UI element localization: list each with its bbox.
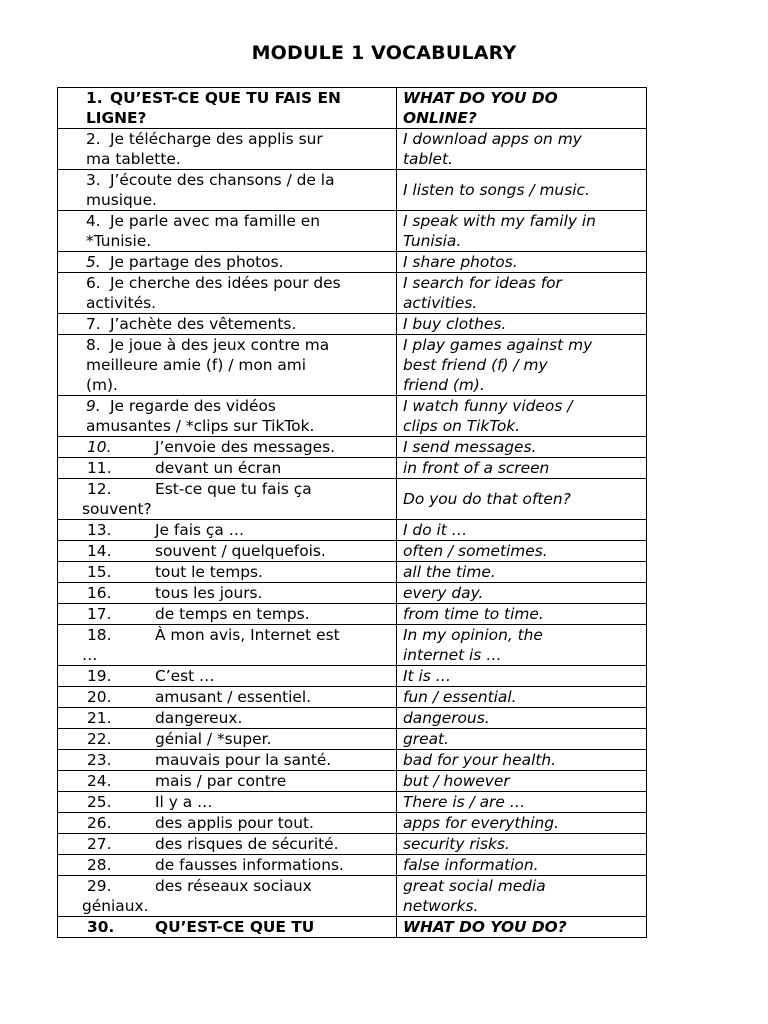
table-row [58, 666, 647, 687]
french-text [58, 604, 396, 624]
table-row [58, 479, 647, 520]
item-number: 30. [87, 918, 115, 936]
table-row [58, 458, 647, 479]
english-cell [397, 170, 647, 211]
english-line: from time to time. [403, 605, 544, 623]
french-cell [58, 252, 397, 273]
table-row [58, 520, 647, 541]
table-row [58, 562, 647, 583]
item-number: 14. [87, 542, 112, 560]
french-cell [58, 479, 397, 520]
french-line: amusant / essentiel. [155, 688, 312, 706]
table-row [58, 396, 647, 437]
item-number: 16. [87, 584, 112, 602]
table-row [58, 129, 647, 170]
english-line: I listen to songs / music. [403, 181, 590, 199]
item-number: 10. [87, 438, 112, 456]
french-cell [58, 604, 397, 625]
french-text [58, 479, 396, 519]
english-cell [397, 396, 647, 437]
item-number: 27. [87, 835, 112, 853]
table-row [58, 170, 647, 211]
french-cell [58, 687, 397, 708]
table-row [58, 792, 647, 813]
vocabulary-table [57, 87, 647, 938]
item-number: 22. [87, 730, 112, 748]
french-cell [58, 211, 397, 252]
english-line: in front of a screen [403, 459, 550, 477]
french-cell [58, 834, 397, 855]
table-row [58, 88, 647, 129]
english-line: every day. [403, 584, 484, 602]
english-line: great. [403, 730, 449, 748]
french-line: géniaux. [82, 897, 149, 915]
french-text [58, 666, 396, 686]
english-cell [397, 583, 647, 604]
french-cell [58, 437, 397, 458]
french-line: Je télécharge des applis sur [110, 130, 323, 148]
table-row [58, 604, 647, 625]
english-line: I do it … [403, 521, 468, 539]
french-cell [58, 335, 397, 396]
english-line: It is … [403, 667, 452, 685]
english-cell [397, 729, 647, 750]
french-line: Je partage des photos. [110, 253, 284, 271]
french-text [58, 314, 396, 334]
english-line: bad for your health. [403, 751, 557, 769]
french-line: des réseaux sociaux [155, 877, 312, 895]
english-cell [397, 666, 647, 687]
item-number: 8. [86, 336, 101, 354]
english-line: tablet. [403, 150, 453, 168]
english-cell [397, 876, 647, 917]
french-cell [58, 396, 397, 437]
table-row [58, 750, 647, 771]
french-text [58, 211, 396, 251]
item-number: 9. [86, 397, 101, 415]
english-line: all the time. [403, 563, 496, 581]
table-row [58, 708, 647, 729]
vocabulary-table-body [58, 88, 647, 938]
english-cell [397, 541, 647, 562]
english-cell [397, 314, 647, 335]
french-text [58, 687, 396, 707]
french-line: *Tunisie. [86, 232, 152, 250]
english-cell [397, 273, 647, 314]
french-line: Il y a … [155, 793, 213, 811]
item-number: 7. [86, 315, 101, 333]
french-line: À mon avis, Internet est [155, 626, 340, 644]
item-number: 29. [87, 877, 112, 895]
item-number: 21. [87, 709, 112, 727]
item-number: 11. [87, 459, 112, 477]
english-line: activities. [403, 294, 478, 312]
english-cell [397, 917, 647, 938]
item-number: 12. [87, 480, 112, 498]
french-cell [58, 314, 397, 335]
french-cell [58, 876, 397, 917]
french-line: tous les jours. [155, 584, 263, 602]
french-line: C’est … [155, 667, 215, 685]
french-line: des risques de sécurité. [155, 835, 339, 853]
french-line: J’écoute des chansons / de la [110, 171, 335, 189]
item-number: 5. [86, 253, 101, 271]
french-cell [58, 729, 397, 750]
english-cell [397, 771, 647, 792]
english-line: WHAT DO YOU DO [403, 89, 558, 107]
table-row [58, 729, 647, 750]
french-cell [58, 458, 397, 479]
french-text [58, 750, 396, 770]
table-row [58, 211, 647, 252]
french-line: LIGNE? [86, 109, 147, 127]
french-line: souvent / quelquefois. [155, 542, 326, 560]
english-line: often / sometimes. [403, 542, 548, 560]
french-text [58, 273, 396, 313]
french-cell [58, 541, 397, 562]
english-cell [397, 88, 647, 129]
french-text [58, 834, 396, 854]
french-cell [58, 520, 397, 541]
french-line: Je fais ça … [155, 521, 245, 539]
french-text [58, 855, 396, 875]
english-line: but / however [403, 772, 510, 790]
english-line: fun / essential. [403, 688, 517, 706]
french-text [58, 625, 396, 665]
english-cell [397, 708, 647, 729]
french-line: souvent? [82, 500, 152, 518]
table-row [58, 252, 647, 273]
english-line: WHAT DO YOU DO? [403, 918, 567, 936]
french-line: devant un écran [155, 459, 282, 477]
item-number: 13. [87, 521, 112, 539]
french-text [58, 335, 396, 395]
english-cell [397, 687, 647, 708]
table-row [58, 335, 647, 396]
english-cell [397, 562, 647, 583]
english-line: friend (m). [403, 376, 485, 394]
table-row [58, 876, 647, 917]
english-cell [397, 335, 647, 396]
french-cell [58, 855, 397, 876]
french-line: Je regarde des vidéos [110, 397, 276, 415]
item-number: 26. [87, 814, 112, 832]
french-text [58, 520, 396, 540]
french-line: meilleure amie (f) / mon ami [86, 356, 307, 374]
french-cell [58, 708, 397, 729]
item-number: 3. [86, 171, 101, 189]
french-line: de temps en temps. [155, 605, 310, 623]
french-line: dangereux. [155, 709, 243, 727]
french-line: Je cherche des idées pour des [110, 274, 341, 292]
french-cell [58, 129, 397, 170]
item-number: 6. [86, 274, 101, 292]
table-row [58, 583, 647, 604]
french-cell [58, 583, 397, 604]
english-cell [397, 129, 647, 170]
english-line: I share photos. [403, 253, 518, 271]
english-line: networks. [403, 897, 479, 915]
french-text [58, 170, 396, 210]
french-text [58, 771, 396, 791]
table-row [58, 771, 647, 792]
french-line: QU’EST-CE QUE TU FAIS EN [110, 89, 341, 107]
french-line: (m). [86, 376, 118, 394]
english-line: I search for ideas for [403, 274, 562, 292]
table-row [58, 437, 647, 458]
english-line: I send messages. [403, 438, 537, 456]
french-cell [58, 813, 397, 834]
table-row [58, 855, 647, 876]
english-line: I watch funny videos / [403, 397, 573, 415]
english-line: false information. [403, 856, 539, 874]
item-number: 18. [87, 626, 112, 644]
english-line: In my opinion, the [403, 626, 543, 644]
french-cell [58, 771, 397, 792]
english-line: Do you do that often? [403, 490, 571, 508]
english-line: Tunisia. [403, 232, 462, 250]
french-line: QU’EST-CE QUE TU [155, 918, 315, 936]
english-line: security risks. [403, 835, 510, 853]
table-row [58, 541, 647, 562]
english-line: I speak with my family in [403, 212, 596, 230]
english-cell [397, 855, 647, 876]
english-line: I play games against my [403, 336, 593, 354]
french-line: J’achète des vêtements. [110, 315, 297, 333]
english-line: I buy clothes. [403, 315, 507, 333]
english-line: I download apps on my [403, 130, 582, 148]
table-row [58, 687, 647, 708]
french-text [58, 396, 396, 436]
english-cell [397, 750, 647, 771]
french-text [58, 88, 396, 128]
item-number: 28. [87, 856, 112, 874]
english-line: ONLINE? [403, 109, 477, 127]
french-text [58, 917, 396, 937]
item-number: 1. [86, 89, 103, 107]
french-line: de fausses informations. [155, 856, 344, 874]
french-cell [58, 562, 397, 583]
item-number: 20. [87, 688, 112, 706]
french-line: musique. [86, 191, 157, 209]
french-line: génial / *super. [155, 730, 272, 748]
french-text [58, 792, 396, 812]
french-line: des applis pour tout. [155, 814, 314, 832]
item-number: 25. [87, 793, 112, 811]
french-text [58, 252, 396, 272]
french-cell [58, 666, 397, 687]
item-number: 2. [86, 130, 101, 148]
item-number: 15. [87, 563, 112, 581]
english-line: clips on TikTok. [403, 417, 521, 435]
french-line: tout le temps. [155, 563, 263, 581]
french-text [58, 437, 396, 457]
item-number: 17. [87, 605, 112, 623]
english-cell [397, 813, 647, 834]
english-cell [397, 252, 647, 273]
french-line: Est-ce que tu fais ça [155, 480, 312, 498]
english-line: apps for everything. [403, 814, 559, 832]
french-text [58, 562, 396, 582]
table-row [58, 625, 647, 666]
english-cell [397, 479, 647, 520]
table-row [58, 813, 647, 834]
french-text [58, 583, 396, 603]
french-line: activités. [86, 294, 157, 312]
item-number: 4. [86, 212, 101, 230]
english-cell [397, 625, 647, 666]
english-line: dangerous. [403, 709, 490, 727]
french-line: ma tablette. [86, 150, 181, 168]
english-cell [397, 604, 647, 625]
french-cell [58, 170, 397, 211]
french-text [58, 129, 396, 169]
table-row [58, 273, 647, 314]
french-text [58, 876, 396, 916]
english-line: great social media [403, 877, 546, 895]
french-line: amusantes / *clips sur TikTok. [86, 417, 315, 435]
french-line: … [82, 646, 98, 664]
english-cell [397, 520, 647, 541]
english-cell [397, 211, 647, 252]
english-cell [397, 437, 647, 458]
english-cell [397, 834, 647, 855]
english-cell [397, 458, 647, 479]
french-text [58, 458, 396, 478]
table-row [58, 917, 647, 938]
french-text [58, 729, 396, 749]
french-line: Je joue à des jeux contre ma [110, 336, 330, 354]
french-cell [58, 273, 397, 314]
french-cell [58, 750, 397, 771]
table-row [58, 314, 647, 335]
french-cell [58, 792, 397, 813]
french-line: J’envoie des messages. [155, 438, 336, 456]
page-title: MODULE 1 VOCABULARY [251, 42, 517, 64]
english-line: There is / are … [403, 793, 526, 811]
french-cell [58, 88, 397, 129]
french-cell [58, 625, 397, 666]
french-line: mauvais pour la santé. [155, 751, 332, 769]
item-number: 24. [87, 772, 112, 790]
french-text [58, 813, 396, 833]
french-text [58, 541, 396, 561]
english-line: best friend (f) / my [403, 356, 548, 374]
item-number: 19. [87, 667, 112, 685]
english-cell [397, 792, 647, 813]
french-text [58, 708, 396, 728]
item-number: 23. [87, 751, 112, 769]
french-cell [58, 917, 397, 938]
english-line: internet is … [403, 646, 502, 664]
table-row [58, 834, 647, 855]
french-line: mais / par contre [155, 772, 287, 790]
french-line: Je parle avec ma famille en [110, 212, 320, 230]
